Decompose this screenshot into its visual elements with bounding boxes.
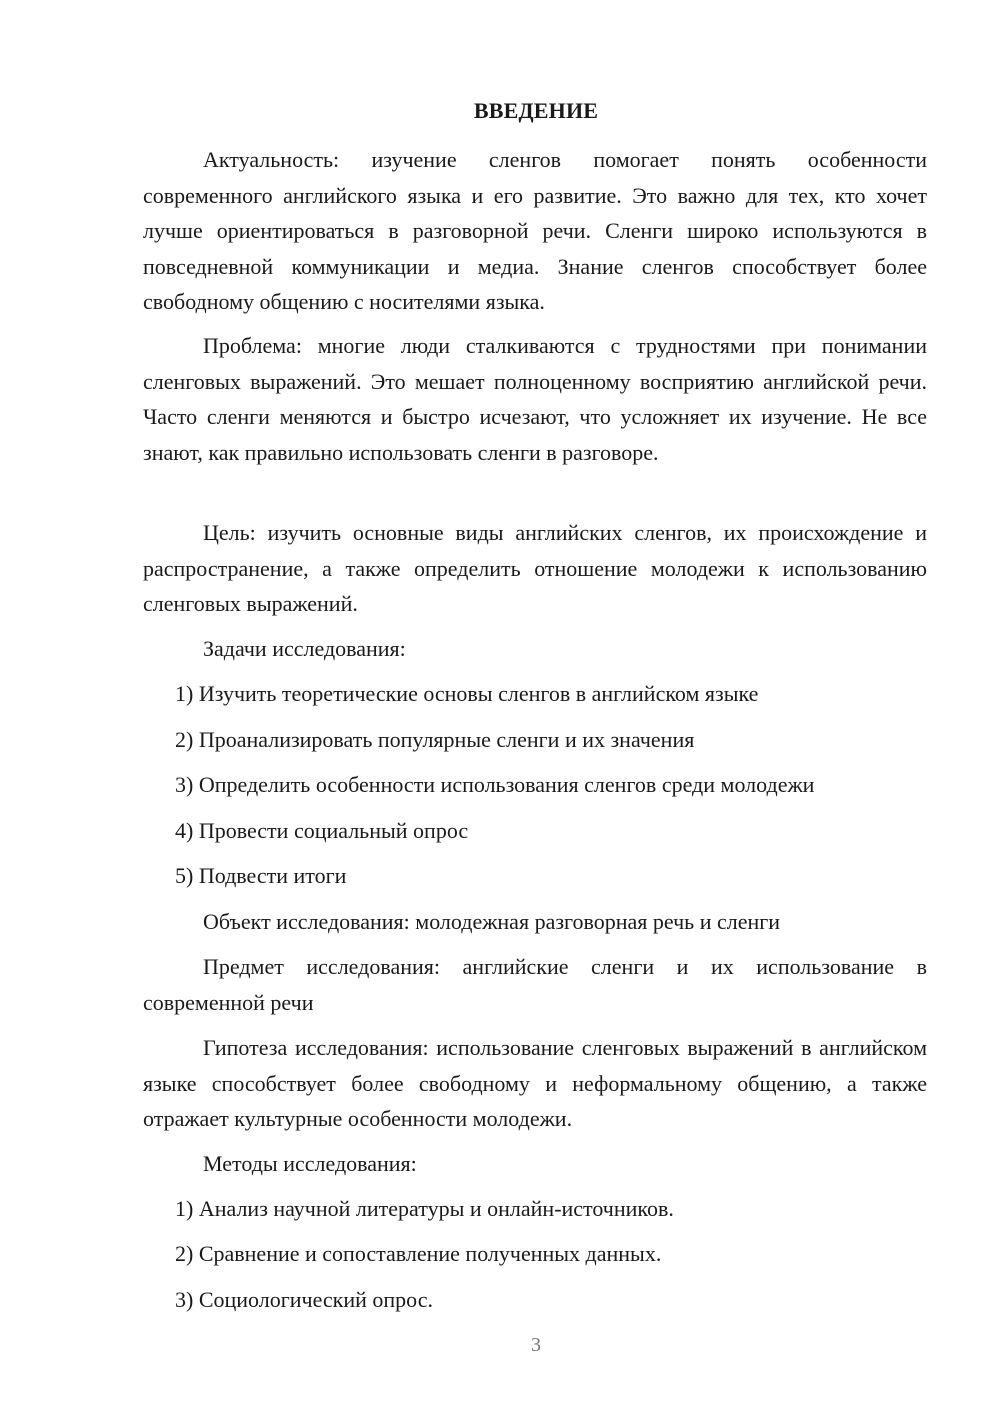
task-item-5: 5) Подвести итоги: [175, 863, 347, 888]
method-item-1: 1) Анализ научной литературы и онлайн-источников.: [175, 1196, 674, 1221]
problem-paragraph: Проблема: многие люди сталкиваются с трудностями при понимании сленговых выражений. Это мешает полноценному восприятию английской речи. Часто сленги меняются и быстро исчезают, что усложняет их изучение. Не все знают, как правильно использовать сленги в разговоре.: [143, 333, 927, 465]
task-item-2: 2) Проанализировать популярные сленги и их значения: [175, 727, 695, 752]
section-heading: ВВЕДЕНИЕ: [473, 98, 599, 123]
object-line: Объект исследования: молодежная разговорная речь и сленги: [203, 909, 781, 934]
tasks-title: Задачи исследования:: [203, 636, 406, 661]
task-item-3: 3) Определить особенности использования сленгов среди молодежи: [175, 772, 815, 797]
goal-paragraph: Цель: изучить основные виды английских сленгов, их происхождение и распространение, а также определить отношение молодежи к использованию сленговых выражений.: [143, 520, 927, 616]
relevance-paragraph: Актуальность: изучение сленгов помогает понять особенности современного английского языка и его развитие. Это важно для тех, кто хочет лучше ориентироваться в разговорной речи. Сленги широко используются в повседневной коммуникации и медиа. Знание сленгов способствует более свободному общению с носителями языка.: [143, 147, 927, 314]
methods-title: Методы исследования:: [203, 1151, 417, 1176]
method-item-3: 3) Социологический опрос.: [175, 1287, 433, 1312]
hypothesis-paragraph: Гипотеза исследования: использование сленговых выражений в английском языке способствует более свободному и неформальному общению, а также отражает культурные особенности молодежи.: [143, 1035, 927, 1131]
task-item-4: 4) Провести социальный опрос: [175, 818, 469, 843]
task-item-1: 1) Изучить теоретические основы сленгов в английском языке: [175, 681, 759, 706]
subject-paragraph: Предмет исследования: английские сленги и их использование в современной речи: [143, 954, 927, 1015]
page-number: 3: [531, 1334, 541, 1356]
method-item-2: 2) Сравнение и сопоставление полученных данных.: [175, 1241, 662, 1266]
